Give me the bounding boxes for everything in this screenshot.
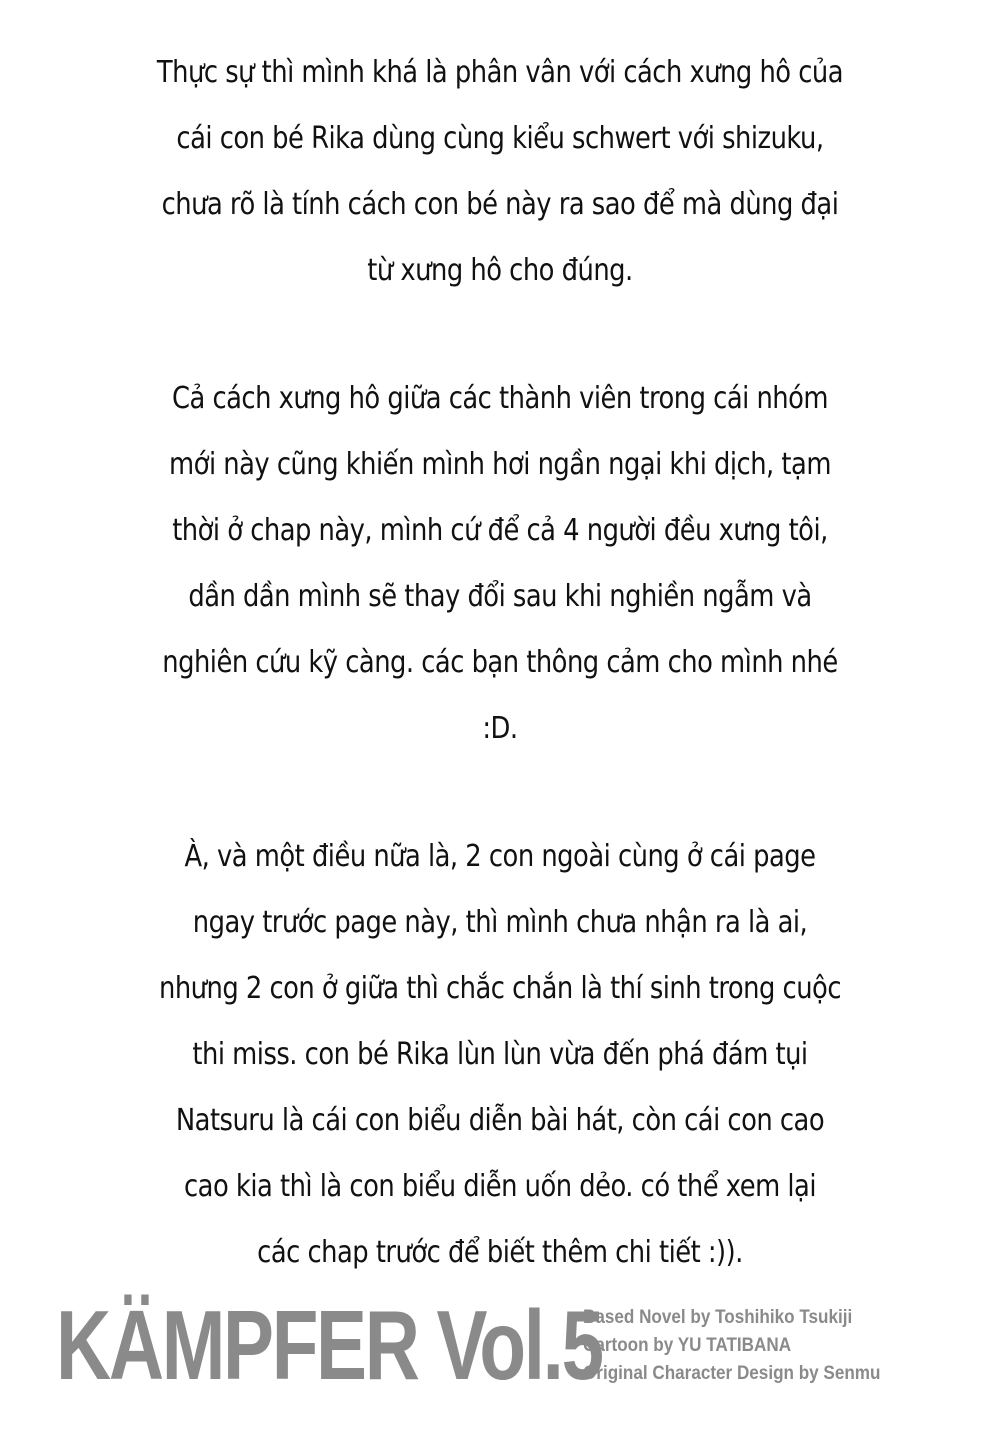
credit-cartoon: Cartoon by YU TATIBANA	[583, 1335, 792, 1356]
note-line: mới này cũng khiến mình hơi ngần ngại khi dịch, tạm	[169, 447, 831, 482]
note-line: các chap trước để biết thêm chi tiết :)).	[257, 1235, 743, 1270]
credit-novel: Based Novel by Toshihiko Tsukiji	[583, 1307, 853, 1328]
note-line: Natsuru là cái con biểu diễn bài hát, còn cái con cao	[175, 1103, 825, 1138]
note-line: từ xưng hô cho đúng.	[367, 253, 633, 288]
note-line: Thực sự thì mình khá là phân vân với cách xưng hô của	[156, 55, 844, 90]
translator-notes	[40, 40, 960, 1286]
note-line: thời ở chap này, mình cứ để cả 4 người đều xưng tôi,	[172, 513, 828, 548]
note-line: ngay trước page này, thì mình chưa nhận ra là ai,	[192, 905, 808, 940]
volume-footer	[56, 1290, 956, 1400]
note-line: dần dần mình sẽ thay đổi sau khi nghiền ngẫm và	[188, 579, 812, 614]
note-line: thi miss. con bé Rika lùn lùn vừa đến phá đám tụi	[192, 1037, 808, 1072]
note-line: À, và một điều nữa là, 2 con ngoài cùng ở cái page	[184, 839, 816, 874]
note-paragraph-1	[40, 40, 960, 304]
note-line: Cả cách xưng hô giữa các thành viên trong cái nhóm	[171, 381, 829, 416]
volume-title: KÄMPFER Vol.5	[56, 1290, 602, 1400]
note-line: cái con bé Rika dùng cùng kiểu schwert với shizuku,	[176, 121, 824, 156]
note-line: nghiên cứu kỹ càng. các bạn thông cảm cho mình nhé	[162, 645, 838, 680]
note-line: :D.	[482, 711, 518, 746]
note-line: nhưng 2 con ở giữa thì chắc chắn là thí sinh trong cuộc	[158, 971, 842, 1006]
credits-block	[583, 1304, 880, 1388]
note-line: cao kia thì là con biểu diễn uốn dẻo. có thể xem lại	[184, 1169, 816, 1204]
note-paragraph-3	[40, 824, 960, 1286]
credit-character-design: Original Character Design by Senmu	[583, 1363, 881, 1384]
note-line: chưa rõ là tính cách con bé này ra sao để mà dùng đại	[161, 187, 839, 222]
note-paragraph-2	[40, 366, 960, 762]
